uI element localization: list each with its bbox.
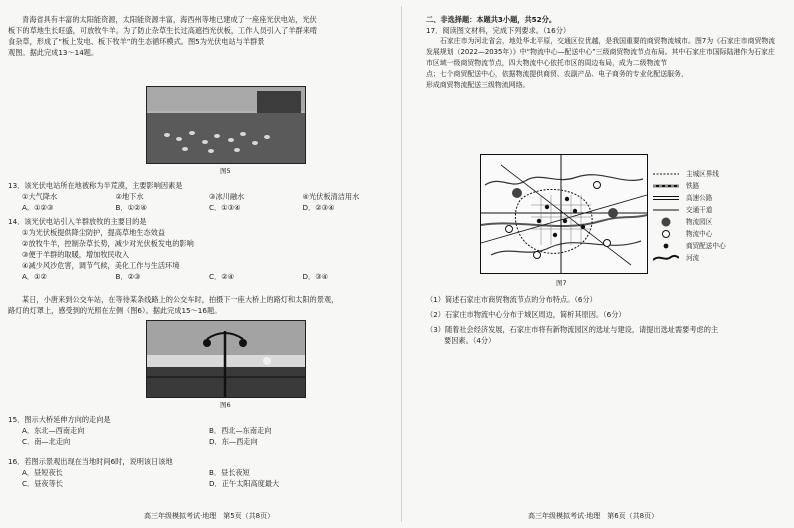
intro-line: 板下的草地生长旺盛，可放牧牛羊。为了防止杂草生长过高遮挡光伏板，工作人员引入了羊群来啃: [8, 26, 318, 35]
page-divider: [401, 6, 402, 522]
choice-c: C．①③④: [209, 203, 241, 212]
q15-choices-row1: [8, 425, 396, 436]
statement-line: ①为光伏板提供降尘防护，提高草地生态效益: [22, 228, 166, 237]
material-line: 点；七个商贸配送中心，依据物流提供商贸、农副产品、电子商务的专业化配送服务，: [426, 70, 688, 78]
legend-label: 高速公路: [686, 193, 713, 202]
figure-7-caption: 图7: [556, 279, 567, 287]
material-line: 形成商贸物流配送三级物流网络。: [426, 81, 530, 89]
statement-line: ②放牧牛羊，控制杂草长势，减少对光伏板发电的影响: [22, 239, 194, 248]
choice-b: B．①②④: [115, 203, 147, 212]
choice-d: D．正午太阳高度最大: [209, 479, 280, 488]
figure-7-map: [480, 154, 648, 274]
option-item: ④光伏板清洁用水: [302, 192, 360, 201]
choice-c: C．昼夜等长: [22, 479, 63, 488]
legend-row: [652, 168, 782, 180]
map-legend: [652, 168, 782, 264]
intro2-paragraph: [8, 294, 396, 316]
q13-choices: [8, 202, 396, 213]
question-15: [8, 414, 396, 447]
legend-row: [652, 180, 782, 192]
distribution-center-icon: [652, 241, 680, 251]
legend-row: [652, 228, 782, 240]
subquestion-3-cont: 要因素。（4分）: [444, 336, 496, 345]
choice-a: A．东北—西南走向: [22, 426, 85, 435]
question-stem: 14．该光伏电站引入羊群放牧的主要目的是: [8, 217, 147, 226]
choice-d: D．③④: [302, 272, 329, 281]
legend-label: 物流中心: [686, 229, 713, 238]
material-line: 石家庄市为河北省会，地处华北平原，交通区位优越，是我国重要的商贸物流城市。图7为《石家庄市商贸物流: [440, 37, 776, 45]
figure-5-photo: [146, 86, 306, 164]
legend-label: 铁路: [686, 181, 700, 190]
material-line: 市区域一级商贸物流节点，四大物流中心依托市区的周边布局，成为二级物流节: [426, 59, 668, 67]
figure-6-caption: 图6: [220, 401, 231, 409]
figure-6-photo: [146, 320, 306, 398]
figure-5-caption: 图5: [220, 167, 231, 175]
logistics-park-icon: [652, 217, 680, 227]
legend-row: [652, 216, 782, 228]
railway-icon: [652, 183, 680, 189]
choice-a: A．①②③: [22, 203, 54, 212]
question-13: [8, 180, 396, 213]
legend-label: 主城区界线: [686, 169, 719, 178]
option-item: ①大气降水: [22, 192, 58, 201]
q16-choices-row2: [8, 478, 396, 489]
intro-line: 食杂草，形成了“板上发电、板下牧羊”的生态循环模式。图5为光伏电站与羊群景: [8, 37, 265, 46]
legend-label: 交通干道: [686, 205, 713, 214]
statement-line: ④减少风沙危害，调节气候，美化工作与生活环境: [22, 261, 180, 270]
choice-a: A．昼短夜长: [22, 468, 63, 477]
choice-d: D．②③④: [302, 203, 335, 212]
section-heading: 二、非选择题：本题共3小题，共52分。: [426, 15, 557, 24]
choice-a: A．①②: [22, 272, 47, 281]
question-17-subquestions: [426, 294, 786, 346]
boundary-line-icon: [652, 171, 680, 177]
question-16: [8, 456, 396, 489]
question-14: [8, 216, 396, 282]
q15-choices-row2: [8, 436, 396, 447]
choice-d: D．东—西走向: [209, 437, 258, 446]
intro-paragraph: [8, 14, 396, 58]
logistics-map: [481, 155, 647, 273]
question-stem: 15．图示大桥延伸方向的走向是: [8, 415, 111, 424]
choice-c: C．②④: [209, 272, 235, 281]
question-stem: 16．若图示景观出现在当地时间6时，说明该日该地: [8, 457, 173, 466]
expressway-icon: [652, 195, 680, 201]
intro-line: 观图。据此完成13～14题。: [8, 48, 99, 57]
choice-b: B．西北—东南走向: [209, 426, 272, 435]
page-footer-left: 高三年级模拟考试·地理 第5页（共8页）: [144, 512, 275, 520]
option-item: ②地下水: [115, 192, 144, 201]
legend-row: [652, 252, 782, 264]
legend-row: [652, 240, 782, 252]
q13-options: [8, 191, 396, 202]
q14-choices: [8, 271, 396, 282]
bridge-streetlamp-photo: [147, 321, 305, 397]
question-stem: 13．该光伏电站所在地被称为半荒漠，主要影响因素是: [8, 181, 183, 190]
intro-line: 路灯的灯罩上，感受到的光照在左侧（图6）。据此完成15～16题。: [8, 306, 222, 315]
logistics-center-icon: [652, 229, 680, 239]
legend-row: [652, 204, 782, 216]
intro-line: 某日，小唐来到公交车站，在等待某条线路上的公交车时，拍摄下一座大桥上的路灯和太阳的景观，: [22, 295, 339, 304]
subquestion-1: （1）简述石家庄市商贸物流节点的分布特点。（6分）: [426, 295, 597, 304]
material-paragraph: [426, 36, 786, 91]
intro-line: 青海省具有丰富的太阳能资源，太阳能资源丰富，海西州等地已建成了一座座光伏电站，光伏: [22, 15, 317, 24]
section-title: [426, 14, 786, 36]
main-road-icon: [652, 207, 680, 213]
right-page: [406, 0, 788, 528]
choice-b: B．②③: [115, 272, 141, 281]
legend-label: 河流: [686, 253, 700, 262]
option-item: ③冰川融水: [209, 192, 245, 201]
legend-label: 物流园区: [686, 217, 713, 226]
solar-panel-sheep-photo: [147, 87, 305, 163]
material-line: 发展规划（2022—2035年）》中“物流中心—配送中心”三级商贸物流节点布局。其中石家庄市国际陆港作为石家庄: [426, 48, 775, 56]
river-icon: [652, 254, 680, 262]
q16-choices-row1: [8, 467, 396, 478]
question-17-head: 17．阅读图文材料，完成下列要求。（16分）: [426, 26, 571, 35]
legend-label: 商贸配送中心: [686, 241, 726, 250]
choice-b: B．昼长夜短: [209, 468, 250, 477]
page-footer-right: 高三年级模拟考试·地理 第6页（共8页）: [528, 512, 659, 520]
statement-line: ③便于羊群的取暖，增加牧民收入: [22, 250, 130, 259]
legend-row: [652, 192, 782, 204]
left-page: [8, 0, 396, 528]
choice-c: C．南—北走向: [22, 437, 71, 446]
subquestion-2: （2）石家庄市物流中心分布于城区周边，简析其原因。（6分）: [426, 310, 626, 319]
subquestion-3: （3）随着社会经济发展，石家庄市将有新物流园区的选址与建设，请提出选址需要考虑的主: [426, 325, 719, 334]
